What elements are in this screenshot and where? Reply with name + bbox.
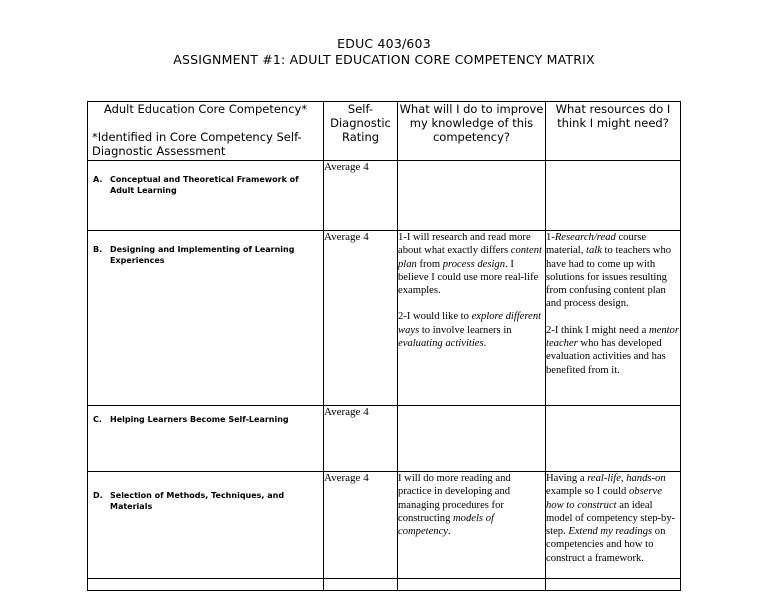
resources-paragraph-1: 1-Research/read course material, talk to teachers who have had to come up with solutions for issues resulting from confusing content plan and process design.: [546, 232, 672, 310]
resources-cell: [546, 231, 681, 406]
improve-paragraph-2: 2-I would like to explore different ways to involve learners in evaluating activities.: [398, 311, 542, 350]
competency-letter: D.: [93, 491, 103, 500]
competency-cell: [88, 406, 324, 472]
column-header-rating: Self-Diagnostic Rating: [324, 102, 398, 161]
resources-cell: [546, 579, 681, 591]
improve-cell: [398, 406, 546, 472]
course-title: EDUC 403/603: [337, 36, 431, 51]
improve-cell: [398, 231, 546, 406]
resources-cell: [546, 161, 681, 231]
competency-matrix-table: [87, 101, 681, 591]
resources-paragraph: Having a real-life, hands-on example so I could observe how to construct an ideal model of competency step-by-step. Extend my readings on competencies and how to construct a framework.: [546, 473, 676, 564]
competency-cell: [88, 472, 324, 579]
competency-letter: C.: [93, 415, 102, 424]
improve-cell: [398, 579, 546, 591]
competency-letter: B.: [93, 245, 103, 254]
rating-cell: [324, 579, 398, 591]
column-header-resources: What resources do I think I might need?: [546, 102, 681, 161]
table-row-empty: [88, 579, 681, 591]
rating-cell: Average 4: [324, 472, 398, 579]
improve-paragraph-1: 1-I will research and read more about what exactly differs content plan from process design. I believe I could use more real-life examples.: [398, 232, 542, 297]
document-header: [0, 36, 768, 68]
competency-name: Selection of Methods, Techniques, and Materials: [110, 491, 285, 511]
table-row: [88, 406, 681, 472]
improve-cell: [398, 161, 546, 231]
competency-name: Helping Learners Become Self-Learning: [110, 415, 289, 424]
header-row: [88, 102, 681, 161]
competency-header-note: *Identified in Core Competency Self-Diagnostic Assessment: [92, 130, 302, 158]
competency-header-label: Adult Education Core Competency*: [103, 102, 308, 116]
competency-name: Conceptual and Theoretical Framework of Adult Learning: [110, 175, 299, 195]
column-header-improve: What will I do to improve my knowledge of this competency?: [398, 102, 546, 161]
rating-cell: Average 4: [324, 161, 398, 231]
table-row: [88, 161, 681, 231]
rating-cell: Average 4: [324, 231, 398, 406]
competency-name: Designing and Implementing of Learning Experiences: [110, 245, 295, 265]
resources-cell: [546, 472, 681, 579]
competency-cell: [88, 231, 324, 406]
table-row: [88, 472, 681, 579]
improve-cell: [398, 472, 546, 579]
competency-letter: A.: [93, 175, 103, 184]
competency-cell: [88, 579, 324, 591]
resources-paragraph-2: 2-I think I might need a mentor teacher who has developed evaluation activities and has benefited from it.: [546, 324, 679, 376]
table-row: [88, 231, 681, 406]
resources-cell: [546, 406, 681, 472]
rating-cell: Average 4: [324, 406, 398, 472]
improve-paragraph: I will do more reading and practice in developing and managing procedures for constructing models of competency.: [398, 473, 511, 538]
column-header-competency: [88, 102, 324, 161]
assignment-title: ASSIGNMENT #1: ADULT EDUCATION CORE COMPETENCY MATRIX: [173, 52, 595, 67]
competency-cell: [88, 161, 324, 231]
